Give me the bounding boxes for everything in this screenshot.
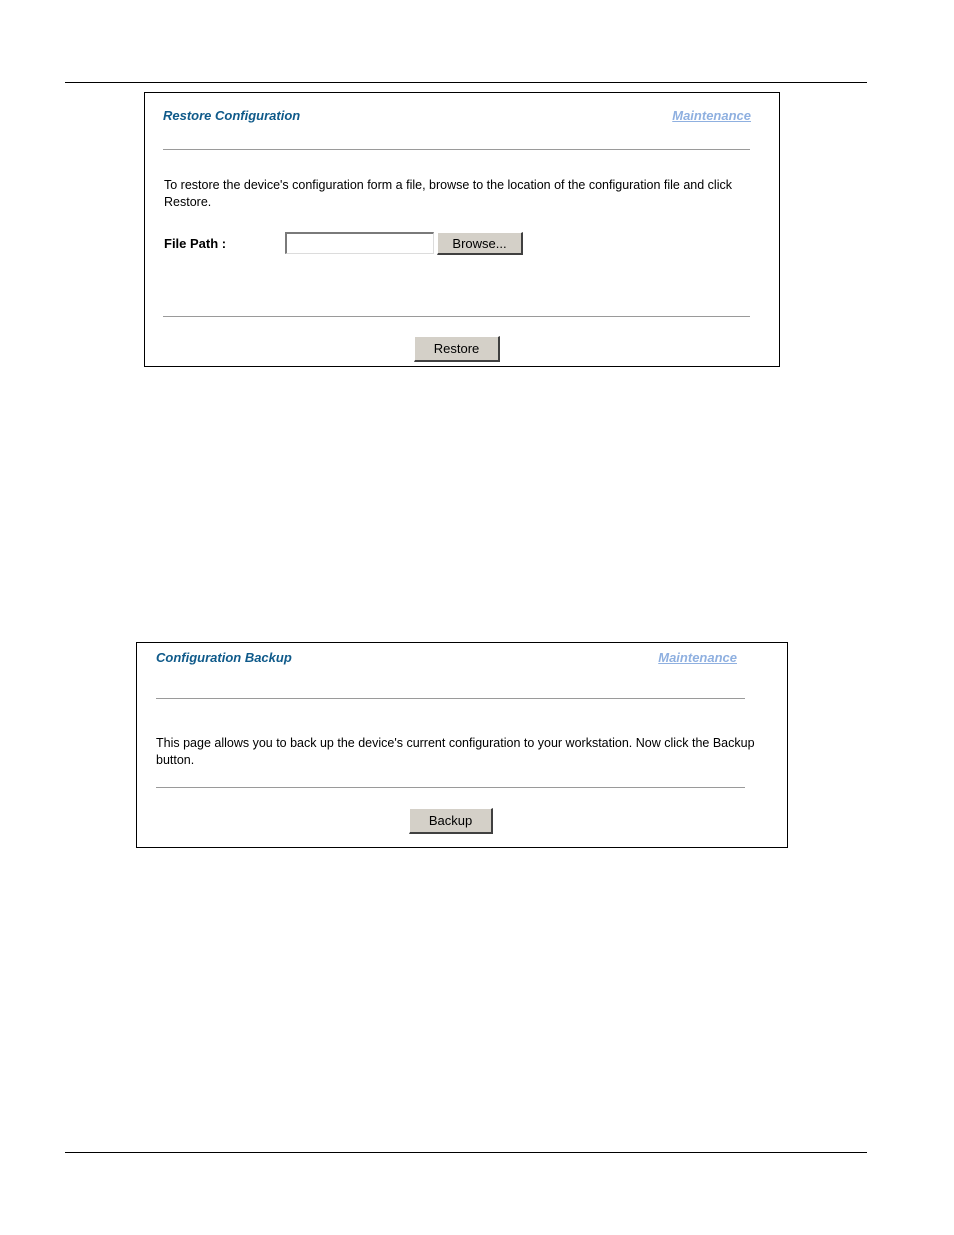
restore-button[interactable]: Restore: [414, 336, 500, 362]
restore-description: To restore the device's configuration form a file, browse to the location of the configuration file and click Restore.: [164, 178, 732, 209]
page-footer-rule: [65, 1152, 867, 1153]
restore-configuration-panel: [144, 92, 780, 367]
file-path-input[interactable]: [285, 232, 434, 254]
backup-panel-top-divider: [156, 698, 745, 699]
configuration-backup-panel: [136, 642, 788, 848]
restore-panel-title: Restore Configuration: [163, 108, 301, 123]
file-path-label: File Path :: [164, 236, 227, 251]
maintenance-link[interactable]: Maintenance: [658, 650, 737, 665]
backup-description: This page allows you to back up the device's current configuration to your workstation. Now click the Backup button.: [156, 736, 755, 767]
restore-panel-top-divider: [163, 149, 750, 150]
maintenance-link[interactable]: Maintenance: [672, 108, 751, 123]
backup-button[interactable]: Backup: [409, 808, 493, 834]
backup-panel-bottom-divider: [156, 787, 745, 788]
page-header-rule: [65, 82, 867, 83]
restore-panel-bottom-divider: [163, 316, 750, 317]
browse-button[interactable]: Browse...: [437, 232, 523, 255]
backup-panel-title: Configuration Backup: [156, 650, 292, 665]
